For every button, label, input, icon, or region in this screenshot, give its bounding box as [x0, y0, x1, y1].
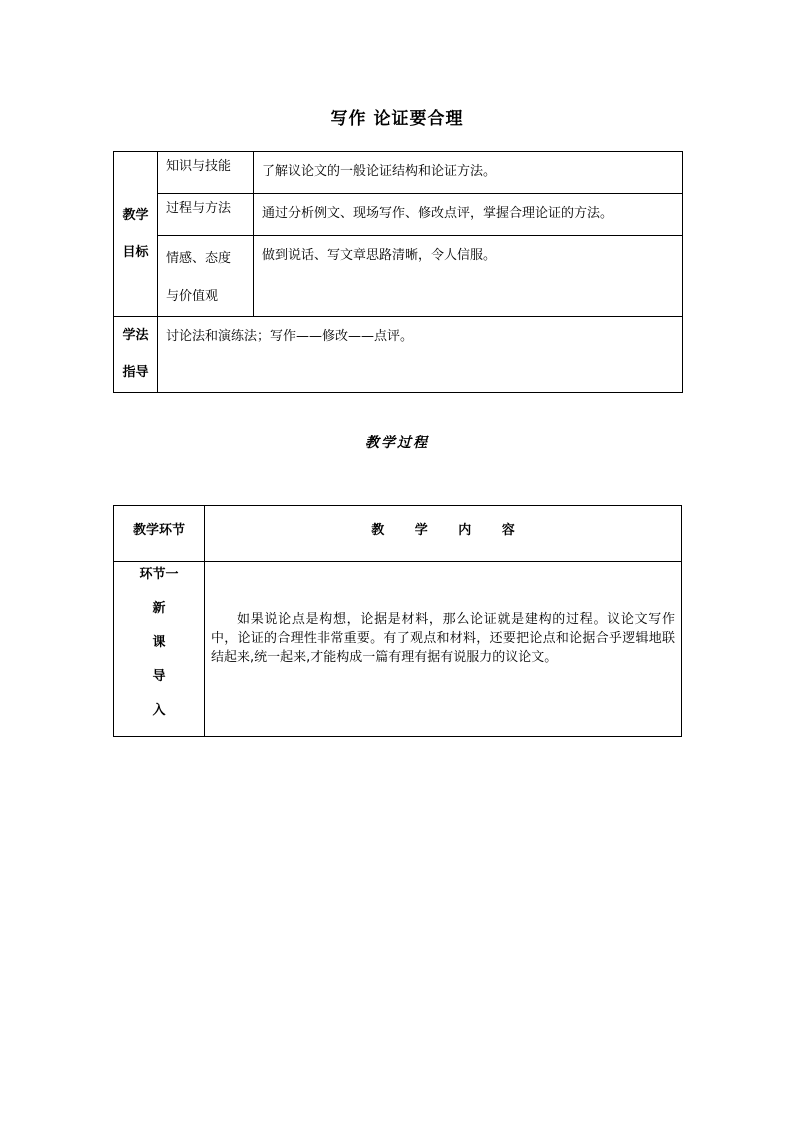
objective-category: 知识与技能 — [158, 152, 254, 194]
objectives-label-bottom: 目标 — [122, 245, 149, 260]
method-content: 讨论法和演练法；写作——修改——点评。 — [158, 317, 683, 393]
objective-category — [158, 236, 254, 317]
stage-char: 课 — [152, 635, 166, 650]
process-table — [113, 505, 682, 737]
document-title: 写作 论证要合理 — [330, 109, 464, 129]
objective-category-line2: 与价值观 — [166, 289, 219, 304]
objective-content: 了解议论文的一般论证结构和论证方法。 — [254, 152, 683, 194]
objectives-label-cell — [114, 152, 158, 317]
objectives-label-top: 教学 — [122, 208, 149, 223]
stage-content: 如果说论点是构想，论据是材料，那么论证就是建构的过程。议论文写作中，论证的合理性非常重要。有了观点和材料，还要把论点和论据合乎逻辑地联结起来,统一起来,才能构成一篇有理有据有说服力的议论文。 — [205, 562, 682, 737]
header-content: 教 学 内 容 — [205, 506, 682, 562]
stage-char: 入 — [152, 703, 166, 718]
objective-content: 通过分析例文、现场写作、修改点评，掌握合理论证的方法。 — [254, 194, 683, 236]
method-label-bottom: 指导 — [122, 365, 149, 380]
stage-name: 环节一 — [139, 567, 179, 582]
objective-category: 过程与方法 — [158, 194, 254, 236]
stage-char: 导 — [152, 669, 166, 684]
method-label-top: 学法 — [122, 328, 149, 343]
method-label-cell — [114, 317, 158, 393]
stage-cell — [114, 562, 205, 737]
objective-category-line1: 情感、态度 — [166, 251, 232, 266]
section-title: 教学过程 — [365, 435, 429, 451]
stage-char: 新 — [152, 601, 166, 616]
header-stage: 教学环节 — [114, 506, 205, 562]
objectives-table — [113, 151, 683, 393]
objective-content: 做到说话、写文章思路清晰，令人信服。 — [254, 236, 683, 317]
